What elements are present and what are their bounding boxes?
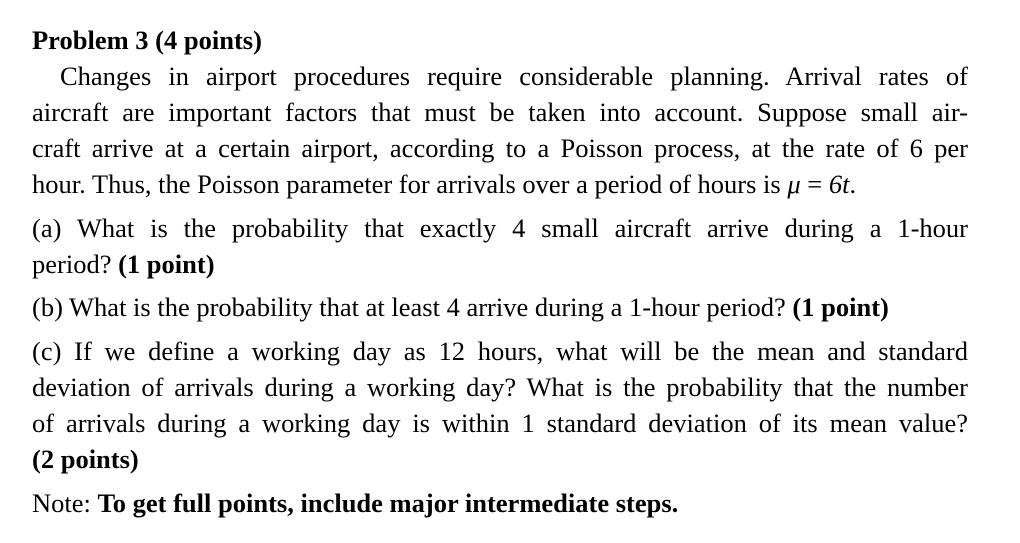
part-c-line-2: deviation of arrivals during a working day? What is the probability that the number (32, 372, 968, 402)
problem-title: Problem 3 (4 points) (32, 25, 262, 55)
intro-line-4 (32, 168, 856, 200)
part-a-points: (1 point) (118, 249, 215, 279)
formula-period: . (849, 169, 857, 199)
part-c-points: (2 points) (32, 444, 139, 474)
part-a-text: period? (32, 249, 119, 279)
note-text: To get full points, include major intermediate steps. (97, 488, 679, 518)
note-line (32, 487, 678, 519)
part-c-line-1: (c) If we define a working day as 12 hours, what will be the mean and standard (32, 336, 968, 366)
intro-line-3: craft arrive at a certain airport, according to a Poisson process, at the rate of 6 per (32, 133, 968, 163)
formula-equals: = (800, 169, 829, 199)
note-label: Note: (32, 488, 98, 518)
intro-line-4-text: hour. Thus, the Poisson parameter for arrivals over a period of hours is (32, 169, 788, 199)
formula-rhs: 6t (828, 169, 850, 199)
part-b-text: (b) What is the probability that at least 4 arrive during a 1-hour period? (32, 292, 793, 322)
part-c-line-3: of arrivals during a working day is within 1 standard deviation of its mean value? (32, 408, 968, 438)
part-a-line-2 (32, 248, 215, 280)
formula-mu: μ (787, 169, 801, 199)
part-b-points: (1 point) (792, 292, 889, 322)
part-b-line (32, 291, 889, 323)
intro-line-2: aircraft are important factors that must be taken into account. Suppose small air- (32, 97, 968, 127)
part-a-line-1: (a) What is the probability that exactly 4 small aircraft arrive during a 1-hour (32, 213, 968, 243)
intro-line-1: Changes in airport procedures require considerable planning. Arrival rates of (60, 61, 968, 91)
